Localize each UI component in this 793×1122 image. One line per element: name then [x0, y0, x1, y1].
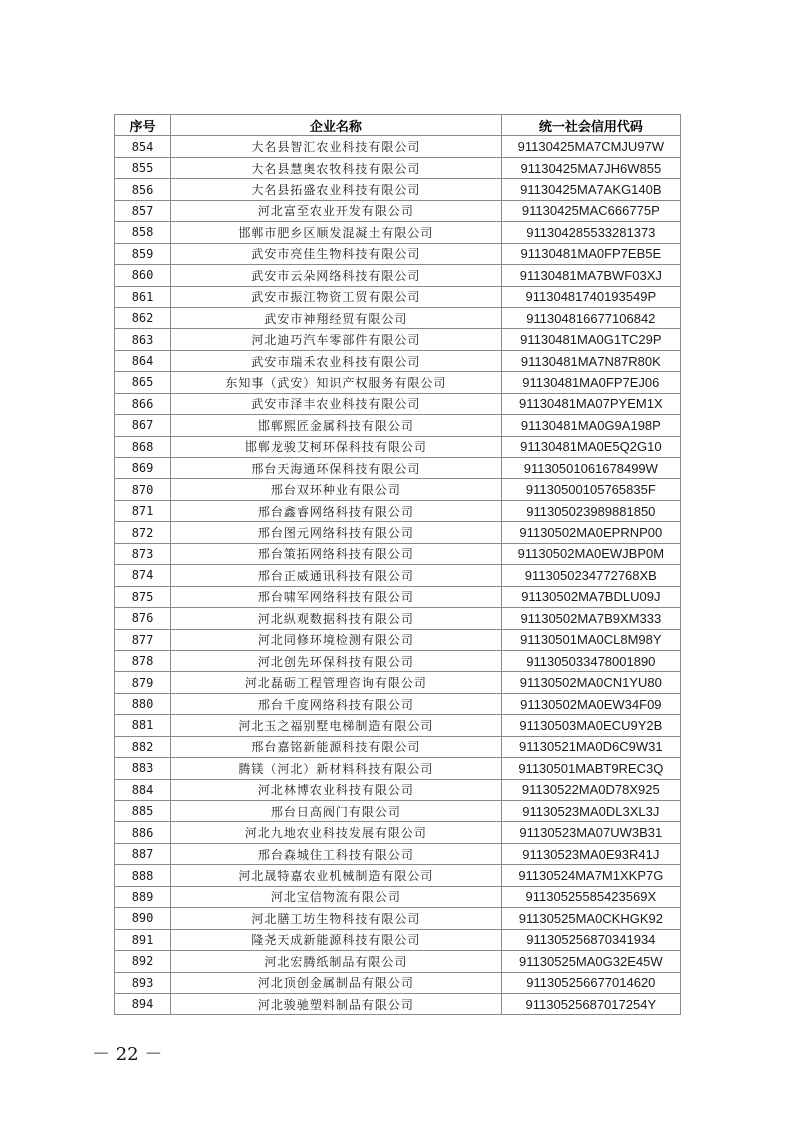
company-name: 大名县慧奥农牧科技有限公司: [171, 157, 502, 178]
credit-code: 91130481MA0FP7EJ06: [501, 372, 680, 393]
company-name: 东知事（武安）知识产权服务有限公司: [171, 372, 502, 393]
company-name: 隆尧天成新能源科技有限公司: [171, 929, 502, 950]
credit-code: 91130481MA0G1TC29P: [501, 329, 680, 350]
table-row: [115, 200, 681, 221]
row-index: 854: [115, 136, 171, 157]
table-header-row: [115, 115, 681, 136]
row-index: 890: [115, 908, 171, 929]
credit-code: 91130481MA0G9A198P: [501, 415, 680, 436]
credit-code: 91130523MA07UW3B31: [501, 822, 680, 843]
credit-code: 91130500105765835F: [501, 479, 680, 500]
company-name: 邢台天海通环保科技有限公司: [171, 458, 502, 479]
credit-code: 911305256677014620: [501, 972, 680, 993]
credit-code: 91130525687017254Y: [501, 993, 680, 1014]
row-index: 886: [115, 822, 171, 843]
company-name: 武安市亮佳生物科技有限公司: [171, 243, 502, 264]
table-row: [115, 157, 681, 178]
credit-code: 91130502MA7B9XM333: [501, 608, 680, 629]
row-index: 883: [115, 758, 171, 779]
credit-code: 91130425MA7CMJU97W: [501, 136, 680, 157]
table-row: [115, 136, 681, 157]
enterprise-table: [114, 114, 681, 1015]
row-index: 875: [115, 586, 171, 607]
table-row: [115, 222, 681, 243]
page-number: － 22 －: [92, 1044, 163, 1065]
table-row: [115, 843, 681, 864]
row-index: 881: [115, 715, 171, 736]
company-name: 邢台策拓网络科技有限公司: [171, 543, 502, 564]
company-name: 河北纵观数据科技有限公司: [171, 608, 502, 629]
credit-code: 911304285533281373: [501, 222, 680, 243]
row-index: 871: [115, 500, 171, 521]
table-row: [115, 243, 681, 264]
credit-code: 91130525585423569X: [501, 886, 680, 907]
credit-code: 911305256870341934: [501, 929, 680, 950]
table-row: [115, 436, 681, 457]
row-index: 877: [115, 629, 171, 650]
row-index: 882: [115, 736, 171, 757]
row-index: 874: [115, 565, 171, 586]
credit-code: 91130425MAC666775P: [501, 200, 680, 221]
table-row: [115, 993, 681, 1014]
row-index: 880: [115, 693, 171, 714]
company-name: 邯郸市肥乡区顺发混凝土有限公司: [171, 222, 502, 243]
company-name: 河北富至农业开发有限公司: [171, 200, 502, 221]
company-name: 武安市泽丰农业科技有限公司: [171, 393, 502, 414]
row-index: 873: [115, 543, 171, 564]
credit-code: 91130502MA0CN1YU80: [501, 672, 680, 693]
credit-code: 91130502MA0EWJBP0M: [501, 543, 680, 564]
row-index: 872: [115, 522, 171, 543]
company-name: 武安市云朵网络科技有限公司: [171, 265, 502, 286]
table-row: [115, 908, 681, 929]
table-row: [115, 543, 681, 564]
row-index: 858: [115, 222, 171, 243]
table-row: [115, 693, 681, 714]
row-index: 870: [115, 479, 171, 500]
row-index: 862: [115, 307, 171, 328]
credit-code: 911305033478001890: [501, 650, 680, 671]
table-row: [115, 886, 681, 907]
row-index: 864: [115, 350, 171, 371]
table-row: [115, 650, 681, 671]
table-row: [115, 286, 681, 307]
credit-code: 911305023989881850: [501, 500, 680, 521]
credit-code: 91130481740193549P: [501, 286, 680, 307]
credit-code: 91130481MA7BWF03XJ: [501, 265, 680, 286]
table-row: [115, 415, 681, 436]
company-name: 河北迪巧汽车零部件有限公司: [171, 329, 502, 350]
company-name: 河北宝信物流有限公司: [171, 886, 502, 907]
credit-code: 91130481MA0FP7EB5E: [501, 243, 680, 264]
row-index: 866: [115, 393, 171, 414]
table-row: [115, 801, 681, 822]
table-row: [115, 458, 681, 479]
table-row: [115, 779, 681, 800]
company-name: 邢台啸军网络科技有限公司: [171, 586, 502, 607]
company-name: 武安市振江物资工贸有限公司: [171, 286, 502, 307]
table-row: [115, 479, 681, 500]
company-name: 河北林博农业科技有限公司: [171, 779, 502, 800]
table-row: [115, 393, 681, 414]
company-name: 邢台双环种业有限公司: [171, 479, 502, 500]
credit-code: 91130521MA0D6C9W31: [501, 736, 680, 757]
credit-code: 91130501MABT9REC3Q: [501, 758, 680, 779]
table-row: [115, 372, 681, 393]
company-name: 武安市神翔经贸有限公司: [171, 307, 502, 328]
company-name: 邢台千度网络科技有限公司: [171, 693, 502, 714]
row-index: 867: [115, 415, 171, 436]
credit-code: 91130425MA7JH6W855: [501, 157, 680, 178]
table-row: [115, 715, 681, 736]
row-index: 856: [115, 179, 171, 200]
table-row: [115, 865, 681, 886]
table-row: [115, 972, 681, 993]
row-index: 878: [115, 650, 171, 671]
table-row: [115, 736, 681, 757]
table-row: [115, 179, 681, 200]
company-name: 邢台日高阀门有限公司: [171, 801, 502, 822]
table-row: [115, 350, 681, 371]
company-name: 河北膳工坊生物科技有限公司: [171, 908, 502, 929]
table-row: [115, 822, 681, 843]
table-row: [115, 522, 681, 543]
row-index: 887: [115, 843, 171, 864]
row-index: 876: [115, 608, 171, 629]
table-row: [115, 586, 681, 607]
company-name: 河北磊砺工程管理咨询有限公司: [171, 672, 502, 693]
company-name: 邢台图元网络科技有限公司: [171, 522, 502, 543]
company-name: 河北创先环保科技有限公司: [171, 650, 502, 671]
row-index: 879: [115, 672, 171, 693]
row-index: 888: [115, 865, 171, 886]
table-row: [115, 608, 681, 629]
credit-code: 91130503MA0ECU9Y2B: [501, 715, 680, 736]
credit-code: 91130425MA7AKG140B: [501, 179, 680, 200]
row-index: 861: [115, 286, 171, 307]
row-index: 885: [115, 801, 171, 822]
company-name: 邯郸熙匠金属科技有限公司: [171, 415, 502, 436]
credit-code: 91130501061678499W: [501, 458, 680, 479]
table-row: [115, 500, 681, 521]
table-row: [115, 329, 681, 350]
credit-code: 91130501MA0CL8M98Y: [501, 629, 680, 650]
company-name: 邢台森城住工科技有限公司: [171, 843, 502, 864]
credit-code: 91130522MA0D78X925: [501, 779, 680, 800]
company-name: 河北九地农业科技发展有限公司: [171, 822, 502, 843]
row-index: 857: [115, 200, 171, 221]
company-name: 邯郸龙骏艾柯环保科技有限公司: [171, 436, 502, 457]
company-name: 河北宏腾纸制品有限公司: [171, 951, 502, 972]
company-name: 邢台嘉铭新能源科技有限公司: [171, 736, 502, 757]
row-index: 869: [115, 458, 171, 479]
credit-code: 91130523MA0DL3XL3J: [501, 801, 680, 822]
credit-code: 91130502MA7BDLU09J: [501, 586, 680, 607]
credit-code: 91130525MA0G32E45W: [501, 951, 680, 972]
header-credit-code: 统一社会信用代码: [501, 115, 680, 136]
credit-code: 91130523MA0E93R41J: [501, 843, 680, 864]
credit-code: 91130481MA7N87R80K: [501, 350, 680, 371]
row-index: 865: [115, 372, 171, 393]
company-name: 河北顶创金属制品有限公司: [171, 972, 502, 993]
row-index: 868: [115, 436, 171, 457]
company-name: 腾镁（河北）新材料科技有限公司: [171, 758, 502, 779]
company-name: 河北玉之福别墅电梯制造有限公司: [171, 715, 502, 736]
row-index: 884: [115, 779, 171, 800]
table-row: [115, 951, 681, 972]
company-name: 邢台正威通讯科技有限公司: [171, 565, 502, 586]
table-row: [115, 929, 681, 950]
company-name: 河北同修环境检测有限公司: [171, 629, 502, 650]
table-row: [115, 565, 681, 586]
table-row: [115, 629, 681, 650]
row-index: 893: [115, 972, 171, 993]
credit-code: 91130524MA7M1XKP7G: [501, 865, 680, 886]
row-index: 894: [115, 993, 171, 1014]
row-index: 860: [115, 265, 171, 286]
table-row: [115, 758, 681, 779]
credit-code: 91130481MA07PYEM1X: [501, 393, 680, 414]
table-body: [115, 136, 681, 1015]
table-row: [115, 672, 681, 693]
company-name: 武安市瑞禾农业科技有限公司: [171, 350, 502, 371]
header-index: 序号: [115, 115, 171, 136]
credit-code: 91130525MA0CKHGK92: [501, 908, 680, 929]
company-name: 大名县智汇农业科技有限公司: [171, 136, 502, 157]
credit-code: 91130502MA0EW34F09: [501, 693, 680, 714]
row-index: 855: [115, 157, 171, 178]
row-index: 889: [115, 886, 171, 907]
company-name: 大名县拓盛农业科技有限公司: [171, 179, 502, 200]
table-row: [115, 265, 681, 286]
company-name: 邢台鑫睿网络科技有限公司: [171, 500, 502, 521]
credit-code: 911304816677106842: [501, 307, 680, 328]
table-row: [115, 307, 681, 328]
row-index: 863: [115, 329, 171, 350]
row-index: 892: [115, 951, 171, 972]
credit-code: 91130481MA0E5Q2G10: [501, 436, 680, 457]
credit-code: 91130502MA0EPRNP00: [501, 522, 680, 543]
credit-code: 9113050234772768XB: [501, 565, 680, 586]
header-company-name: 企业名称: [171, 115, 502, 136]
row-index: 859: [115, 243, 171, 264]
company-name: 河北晟特嘉农业机械制造有限公司: [171, 865, 502, 886]
company-name: 河北骏驰塑料制品有限公司: [171, 993, 502, 1014]
row-index: 891: [115, 929, 171, 950]
